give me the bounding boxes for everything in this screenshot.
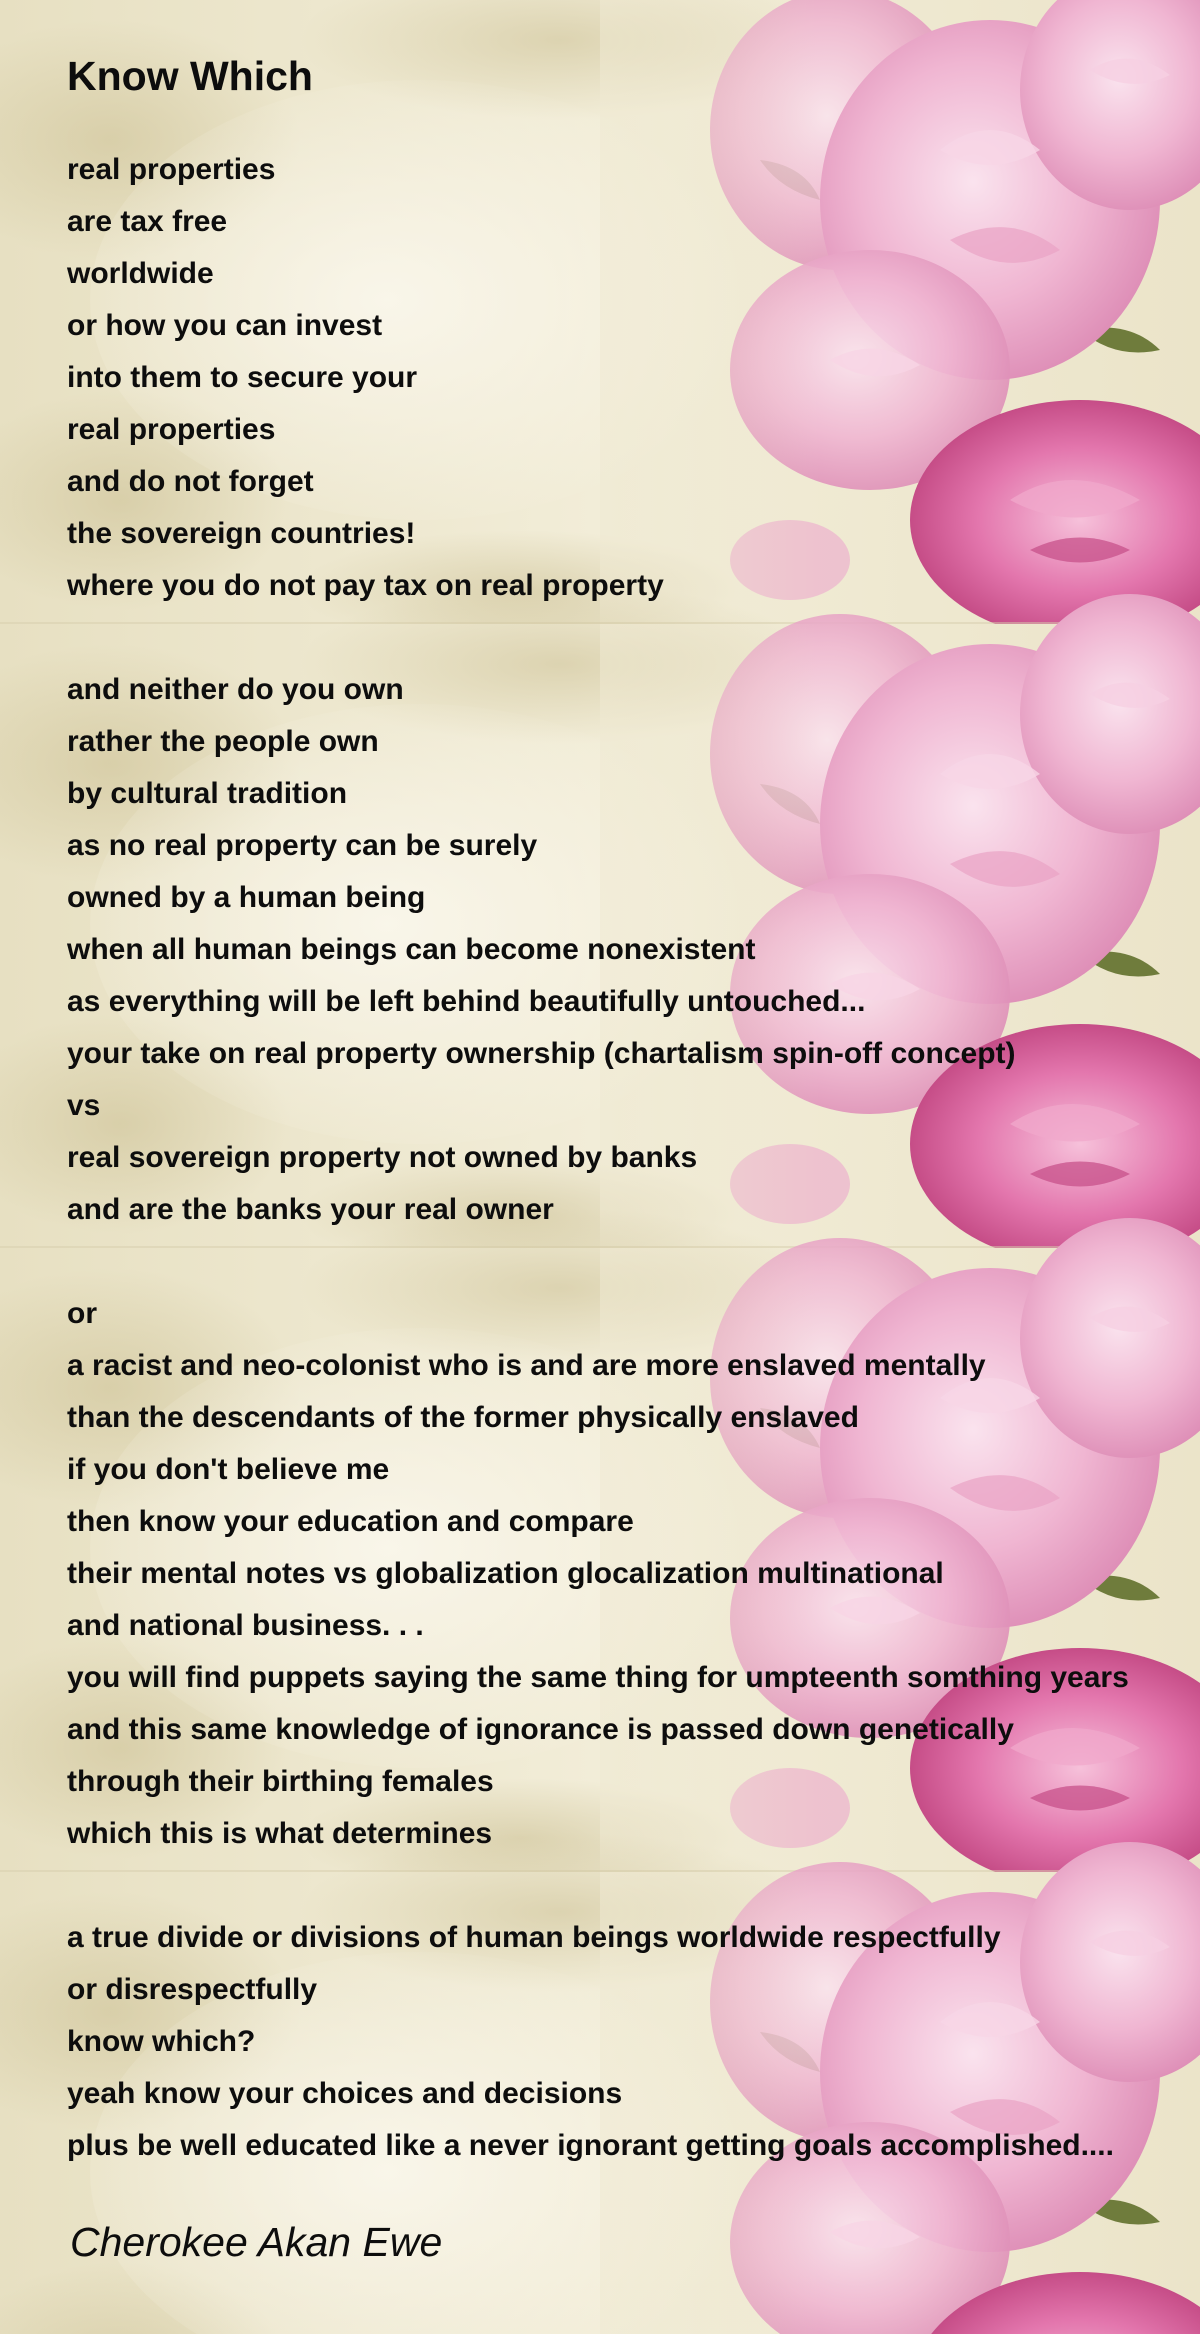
poem-line: through their birthing females <box>67 1765 494 1798</box>
poem-line: yeah know your choices and decisions <box>67 2077 623 2110</box>
poem-line: if you don't believe me <box>67 1453 390 1486</box>
stanza-3 <box>67 1288 1200 1860</box>
stanza-1 <box>67 144 1200 612</box>
poem-line: as everything will be left behind beautifully untouched... <box>67 985 866 1018</box>
poem-body <box>67 144 1200 2172</box>
poem-line: the sovereign countries! <box>67 517 416 550</box>
poem-line: into them to secure your <box>67 361 418 394</box>
poem-line: then know your education and compare <box>67 1505 634 1538</box>
poem-line: real sovereign property not owned by banks <box>67 1141 698 1174</box>
poem-line: and do not forget <box>67 465 314 498</box>
poem-line: worldwide <box>67 257 214 290</box>
poem-line: which this is what determines <box>67 1817 493 1850</box>
stanza-2 <box>67 664 1200 1236</box>
poem-line: your take on real property ownership (chartalism spin-off concept) <box>67 1037 1016 1070</box>
poem-line: real properties <box>67 413 276 446</box>
poem-author: Cherokee Akan Ewe <box>70 2219 443 2265</box>
poem-line: a racist and neo-colonist who is and are more enslaved mentally <box>67 1349 986 1382</box>
poem-line: and neither do you own <box>67 673 404 706</box>
poem-line: plus be well educated like a never ignorant getting goals accomplished.... <box>67 2129 1114 2162</box>
poem-line: when all human beings can become nonexistent <box>67 933 756 966</box>
poem-line: a true divide or divisions of human beings worldwide respectfully <box>67 1921 1001 1954</box>
poem-line: where you do not pay tax on real property <box>67 569 664 602</box>
poem-line: or <box>67 1297 97 1330</box>
poem-line: real properties <box>67 153 276 186</box>
poem-line: and are the banks your real owner <box>67 1193 554 1226</box>
poem-line: and national business. . . <box>67 1609 424 1642</box>
poem-line: or disrespectfully <box>67 1973 318 2006</box>
poem-line: vs <box>67 1089 101 1122</box>
poem-line: know which? <box>67 2025 256 2058</box>
poem-line: by cultural tradition <box>67 777 348 810</box>
poem-line: their mental notes vs globalization glocalization multinational <box>67 1557 944 1590</box>
poem-line: or how you can invest <box>67 309 383 342</box>
poem-line: and this same knowledge of ignorance is passed down genetically <box>67 1713 1014 1746</box>
poem-line: you will find puppets saying the same thing for umpteenth somthing years <box>67 1661 1129 1694</box>
poem-line: rather the people own <box>67 725 379 758</box>
poem-line: than the descendants of the former physically enslaved <box>67 1401 859 1434</box>
poem-container <box>67 46 1200 2272</box>
stanza-4 <box>67 1912 1200 2172</box>
poem-title: Know Which <box>67 53 313 99</box>
poem-line: as no real property can be surely <box>67 829 538 862</box>
poem-line: are tax free <box>67 205 228 238</box>
poem-line: owned by a human being <box>67 881 426 914</box>
